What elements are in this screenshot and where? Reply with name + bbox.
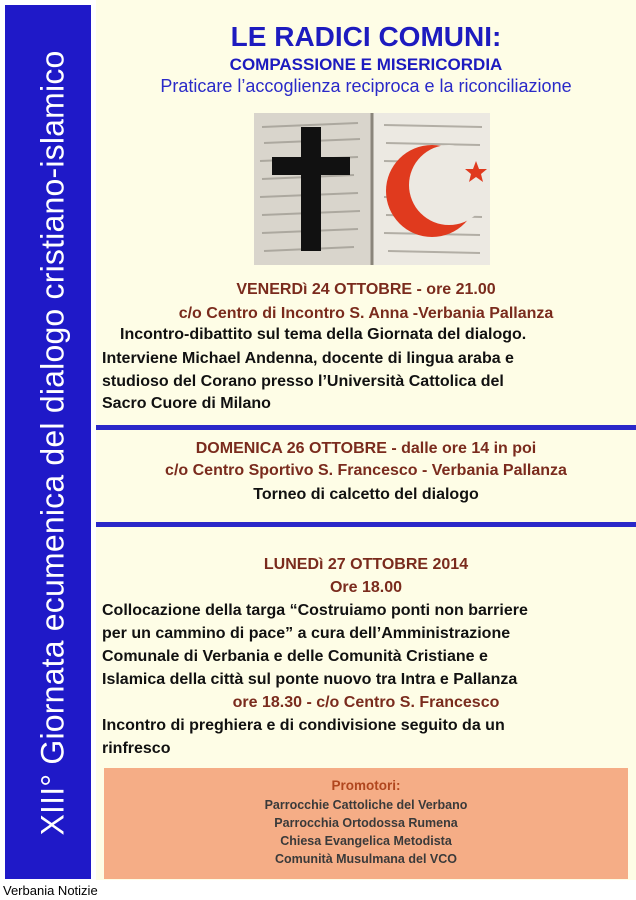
poster-tagline: Praticare l’accoglienza reciproca e la riconciliazione	[160, 76, 572, 96]
event3-line: Comunale di Verbania e delle Comunità Cristiane e	[102, 648, 488, 665]
promoters-box	[104, 768, 628, 879]
event3-line: Islamica della città sul ponte nuovo tra Intra e Pallanza	[102, 671, 518, 688]
event1-venue: c/o Centro di Incontro S. Anna -Verbania Pallanza	[178, 305, 554, 322]
event3-time: Ore 18.00	[329, 579, 403, 596]
event3-time2: ore 18.30 - c/o Centro S. Francesco	[232, 694, 500, 711]
event3-line: rinfresco	[102, 740, 171, 757]
divider	[96, 522, 636, 527]
event2-description: Torneo di calcetto del dialogo	[253, 486, 479, 503]
event3-line: Incontro di preghiera e di condivisione seguito da un	[102, 717, 505, 734]
cross-crescent-image	[254, 113, 490, 265]
divider	[96, 425, 636, 430]
sidebar-banner	[5, 5, 91, 879]
event2-venue: c/o Centro Sportivo S. Francesco - Verbania Pallanza	[165, 462, 567, 479]
event3-line: Collocazione della targa “Costruiamo ponti non barriere	[102, 602, 528, 619]
promoters-title: Promotori:	[331, 778, 401, 793]
promoter-item: Comunità Musulmana del VCO	[275, 852, 457, 866]
promoter-item: Parrocchie Cattoliche del Verbano	[264, 798, 468, 812]
event1-date: VENERDì 24 OTTOBRE - ore 21.00	[236, 281, 496, 298]
event1-line: Sacro Cuore di Milano	[102, 395, 271, 412]
poster-content	[96, 0, 636, 880]
promoter-item: Parrocchia Ortodossa Rumena	[274, 816, 458, 830]
event3-line: per un cammino di pace” a cura dell’Amministrazione	[102, 625, 511, 642]
poster-title: LE RADICI COMUNI:	[230, 21, 502, 52]
cross-icon	[301, 127, 321, 251]
event1-line: Interviene Michael Andenna, docente di lingua araba e	[102, 350, 514, 367]
poster-subtitle: COMPASSIONE E MISERICORDIA	[229, 55, 503, 74]
event1-line: Incontro-dibattito sul tema della Giornata del dialogo.	[120, 326, 527, 343]
event1-line: studioso del Corano presso l’Università Cattolica del	[102, 373, 504, 390]
sidebar-title: XIII° Giornata ecumenica del dialogo cristiano-islamico	[34, 50, 71, 836]
footer-credit: Verbania Notizie	[3, 883, 98, 898]
event2-date: DOMENICA 26 OTTOBRE - dalle ore 14 in poi	[195, 440, 537, 457]
promoter-item: Chiesa Evangelica Metodista	[280, 834, 452, 848]
event3-date: LUNEDì 27 OTTOBRE 2014	[263, 556, 469, 573]
